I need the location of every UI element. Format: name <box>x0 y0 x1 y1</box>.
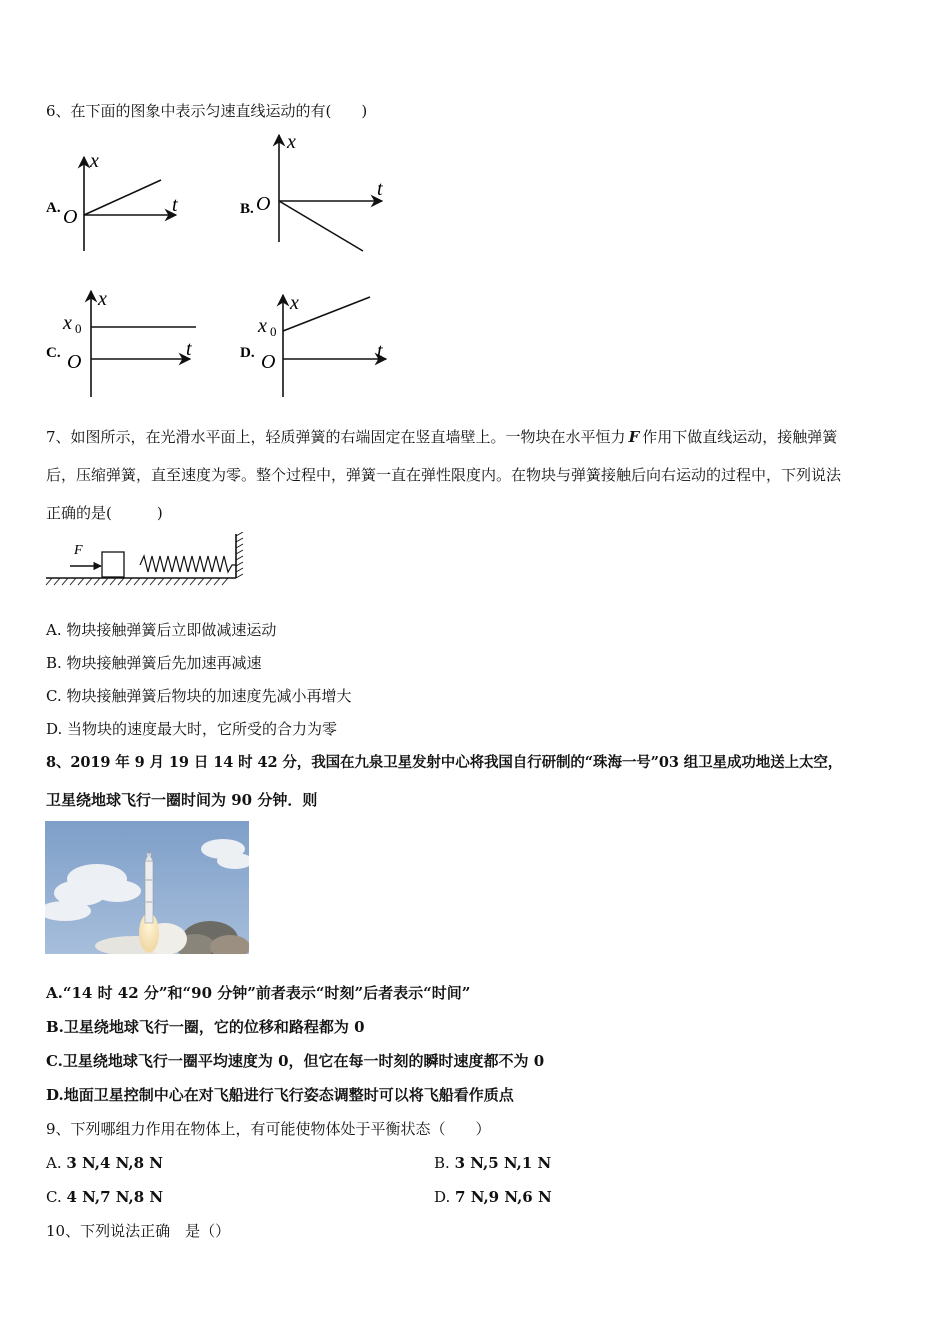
graph-a-label: A. <box>46 200 61 216</box>
q9-option-b[interactable]: B. 3 N,5 N,1 N <box>434 1154 552 1172</box>
graph-a-origin: O <box>63 206 78 228</box>
q8-option-d[interactable]: D.地面卫星控制中心在对飞船进行飞行姿态调整时可以将飞船看作质点 <box>46 1086 514 1104</box>
graph-b-label: B. <box>240 201 254 217</box>
q9-option-a[interactable]: A. 3 N,4 N,8 N <box>46 1154 164 1172</box>
rocket-body <box>145 861 153 923</box>
graph-a-line <box>84 180 161 215</box>
graph-d-x0-sub: 0 <box>270 324 277 339</box>
q7-line-1: 7、如图所示，在光滑水平面上，轻质弹簧的右端固定在竖直墙壁上。一物块在水平恒力 F 作用下做直线运动，接触弹簧 <box>46 428 838 446</box>
q9-stem: 9、下列哪组力作用在物体上，有可能使物体处于平衡状态（ ） <box>46 1120 491 1138</box>
graph-d <box>236 285 406 405</box>
block <box>102 552 124 577</box>
q7-option-c[interactable]: C. 物块接触弹簧后物块的加速度先减小再增大 <box>46 687 352 705</box>
graph-c-x0-sub: 0 <box>75 321 82 336</box>
q8-option-a[interactable]: A.“14 时 42 分”和“90 分钟”前者表示“时刻”后者表示“时间” <box>46 984 471 1002</box>
q7-option-d[interactable]: D. 当物块的速度最大时，它所受的合力为零 <box>46 720 338 738</box>
force-symbol: F <box>628 428 640 446</box>
q9-option-c[interactable]: C. 4 N,7 N,8 N <box>46 1188 164 1206</box>
graph-d-label: D. <box>240 345 255 361</box>
figure-force-label: F <box>74 543 83 558</box>
rocket-launch-photo <box>45 821 249 954</box>
q7-line-2: 后，压缩弹簧，直至速度为零。整个过程中，弹簧一直在弹性限度内。在物块与弹簧接触后向右运动的过程中，下列说法 <box>46 466 842 484</box>
graph-c-xaxis: t <box>186 338 192 360</box>
q6-stem: 6、在下面的图象中表示匀速直线运动的有( ) <box>46 102 368 120</box>
graph-a <box>40 145 200 255</box>
graph-c <box>40 285 210 405</box>
graph-b-origin: O <box>256 193 271 215</box>
graph-c-x0: x <box>63 312 72 334</box>
graph-d-origin: O <box>261 351 276 373</box>
spring <box>140 556 236 572</box>
graph-d-x0: x <box>258 315 267 337</box>
q10-stem: 10、下列说法正确 是（） <box>46 1222 231 1240</box>
q8-option-c[interactable]: C.卫星绕地球飞行一圈平均速度为 0，但它在每一时刻的瞬时速度都不为 0 <box>46 1052 545 1070</box>
q7-option-b[interactable]: B. 物块接触弹簧后先加速再减速 <box>46 654 262 672</box>
q8-option-b[interactable]: B.卫星绕地球飞行一圈，它的位移和路程都为 0 <box>46 1018 365 1036</box>
graph-b-line <box>279 201 363 251</box>
q7-option-a[interactable]: A. 物块接触弹簧后立即做减速运动 <box>46 621 277 639</box>
q9-option-d[interactable]: D. 7 N,9 N,6 N <box>434 1188 552 1206</box>
graph-a-xaxis: t <box>172 194 178 216</box>
graph-b-yaxis: x <box>287 131 296 153</box>
spring-figure <box>44 532 249 590</box>
graph-a-yaxis: x <box>90 150 99 172</box>
graph-b-xaxis: t <box>377 178 383 200</box>
graph-d-yaxis: x <box>290 292 299 314</box>
q7-line-3: 正确的是( ) <box>46 504 163 522</box>
graph-c-origin: O <box>67 351 82 373</box>
q8-line-2: 卫星绕地球飞行一圈时间为 90 分钟．则 <box>46 791 318 809</box>
graph-d-xaxis: t <box>377 340 383 362</box>
graph-b <box>236 130 396 260</box>
q8-line-1: 8、2019 年 9 月 19 日 14 时 42 分，我国在九泉卫星发射中心将我国自行研制的“珠海一号”03 组卫星成功地送上太空， <box>46 754 843 771</box>
graph-c-yaxis: x <box>98 288 107 310</box>
graph-c-label: C. <box>46 345 61 361</box>
